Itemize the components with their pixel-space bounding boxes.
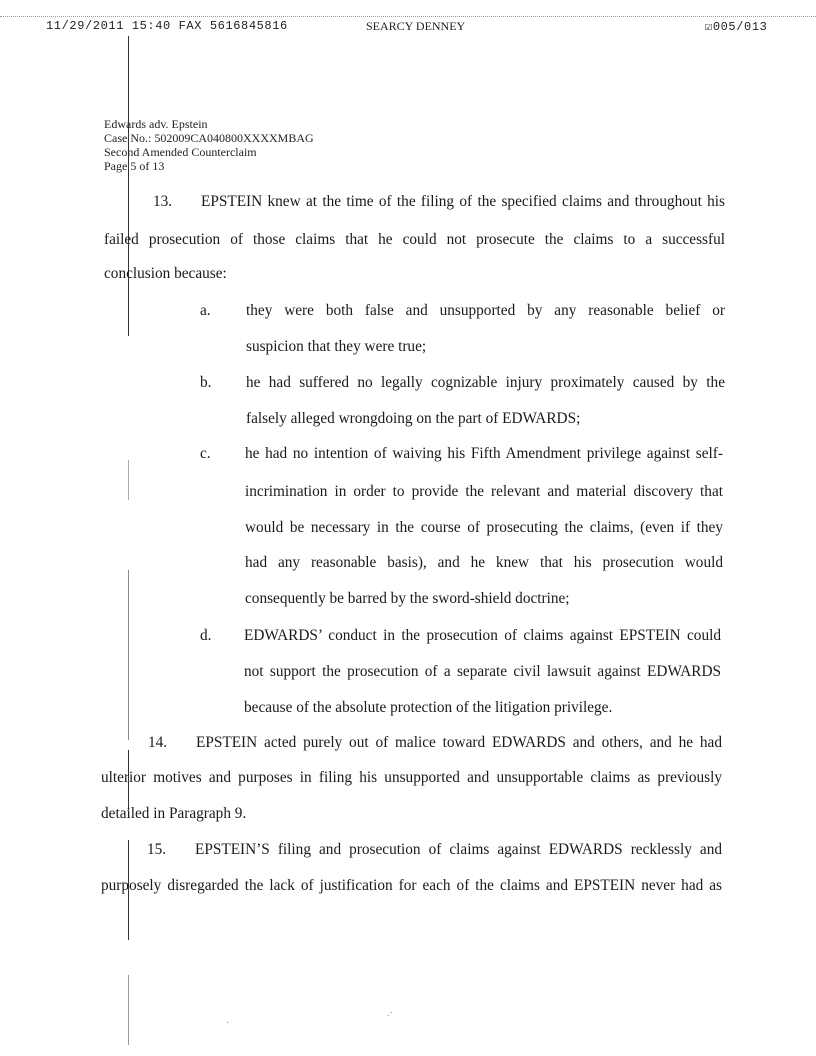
scan-artifact-line [128,460,129,500]
paragraph-line: failed prosecution of those claims that he could not prosecute the claims to a successful [104,231,725,248]
list-item-line: suspicion that they were true; [246,338,427,355]
list-item-line: had any reasonable basis), and he knew that his prosecution would [245,554,723,571]
list-marker: a. [200,302,211,319]
paragraph-line: detailed in Paragraph 9. [101,805,247,822]
fax-sender: SEARCY DENNEY [366,19,466,33]
list-marker: c. [200,445,211,462]
paragraph-line: purposely disregarded the lack of justification for each of the claims and EPSTEIN never had as [101,877,722,894]
paragraph-line: EPSTEIN’S filing and prosecution of claims against EDWARDS recklessly and [195,841,722,858]
scan-artifact-line [128,975,129,1045]
list-marker: d. [200,627,212,644]
list-item-line: EDWARDS’ conduct in the prosecution of claims against EPSTEIN could [244,627,721,644]
paragraph-number: 15. [147,841,167,858]
list-item-line: falsely alleged wrongdoing on the part of EDWARDS; [246,410,581,427]
scan-speck: · [226,1018,230,1029]
list-item-line: he had suffered no legally cognizable injury proximately caused by the [246,374,725,391]
caption-page-number: Page 5 of 13 [104,159,165,173]
caption-document-title: Second Amended Counterclaim [104,145,257,159]
list-marker: b. [200,374,212,391]
case-caption [104,117,314,173]
paragraph-line: ulterior motives and purposes in filing his unsupported and unsupportable claims as previously [101,769,722,786]
paragraph-line: EPSTEIN acted purely out of malice toward EDWARDS and others, and he had [196,734,722,751]
paragraph-number: 13. [153,193,173,210]
fax-header [0,16,816,33]
list-item-line: he had no intention of waiving his Fifth Amendment privilege against self- [245,445,723,462]
list-item-line: they were both false and unsupported by any reasonable belief or [246,302,725,319]
scan-speck: .· [387,1008,393,1019]
caption-case-number: Case No.: 502009CA040800XXXXMBAG [104,131,314,145]
scan-artifact-line [128,36,129,336]
caption-case-name: Edwards adv. Epstein [104,117,208,131]
list-item-line: consequently be barred by the sword-shield doctrine; [245,590,570,607]
paragraph-line: EPSTEIN knew at the time of the filing of the specified claims and throughout his [201,193,725,210]
scan-artifact-line [128,570,129,740]
list-item-line: because of the absolute protection of the litigation privilege. [244,699,613,716]
list-item-line: incrimination in order to provide the relevant and material discovery that [245,483,723,500]
list-item-line: would be necessary in the course of prosecuting the claims, (even if they [245,519,723,536]
paragraph-number: 14. [148,734,168,751]
list-item-line: not support the prosecution of a separate civil lawsuit against EDWARDS [244,663,721,680]
paragraph-line: conclusion because: [104,265,227,282]
fax-page-number: ☑005/013 [705,20,768,34]
fax-datetime: 11/29/2011 15:40 FAX 5616845816 [46,19,288,33]
